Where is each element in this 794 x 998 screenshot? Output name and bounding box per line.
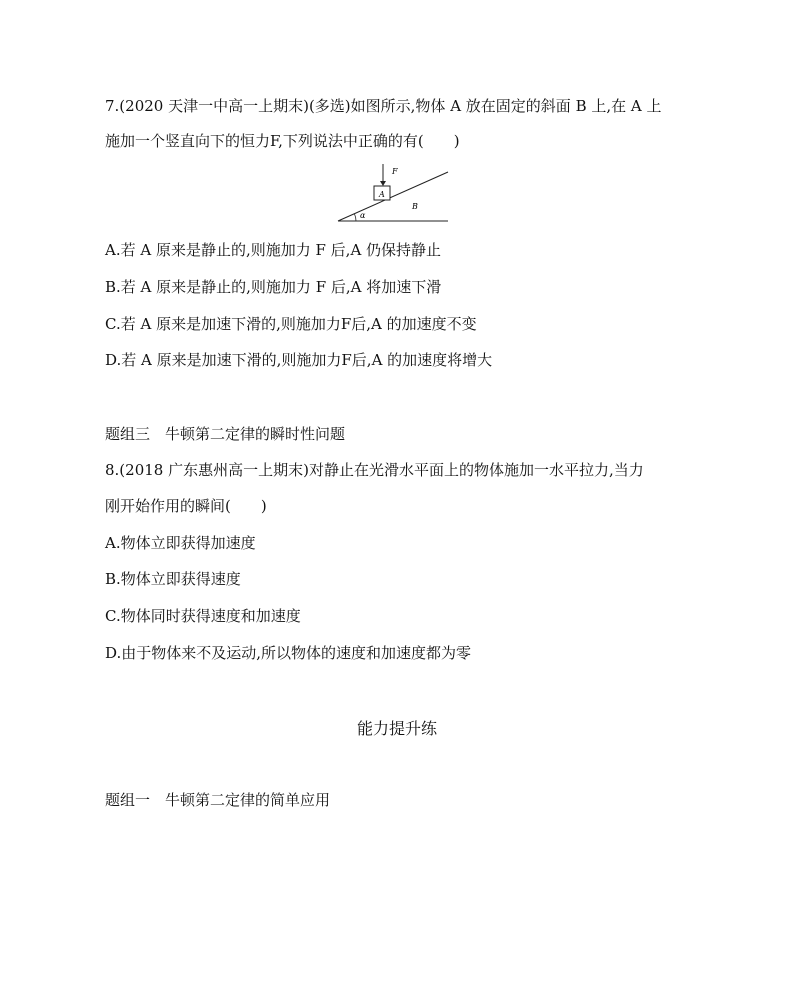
section-title: 能力提升练	[356, 719, 437, 738]
block-label: A	[379, 190, 385, 199]
q7-option-c: C.若 A 原来是加速下滑的,则施加力F后,A 的加速度不变	[105, 315, 477, 333]
q8-option-b: B.物体立即获得速度	[105, 570, 241, 588]
slope-label: B	[412, 202, 418, 211]
force-label: F	[392, 167, 398, 176]
incline-figure	[336, 160, 452, 224]
q7-option-d: D.若 A 原来是加速下滑的,则施加力F后,A 的加速度将增大	[105, 351, 493, 369]
incline-line	[338, 172, 448, 221]
q7-option-b: B.若 A 原来是静止的,则施加力 F 后,A 将加速下滑	[105, 278, 442, 296]
q8-stem-line1: 8.(2018 广东惠州高一上期末)对静止在光滑水平面上的物体施加一水平拉力,当力	[105, 461, 644, 479]
group3-title: 题组三 牛顿第二定律的瞬时性问题	[105, 425, 346, 443]
q8-option-a: A.物体立即获得加速度	[105, 534, 256, 552]
angle-label: α	[360, 211, 366, 220]
q7-stem-line2: 施加一个竖直向下的恒力F,下列说法中正确的有( )	[105, 132, 460, 150]
q8-option-d: D.由于物体来不及运动,所以物体的速度和加速度都为零	[105, 644, 472, 662]
q7-option-a: A.若 A 原来是静止的,则施加力 F 后,A 仍保持静止	[105, 241, 442, 259]
q8-option-c: C.物体同时获得速度和加速度	[105, 607, 301, 625]
q7-stem-line1: 7.(2020 天津一中高一上期末)(多选)如图所示,物体 A 放在固定的斜面 B 上,在 A 上	[105, 97, 662, 115]
force-arrowhead	[380, 181, 386, 186]
angle-arc	[355, 214, 357, 221]
group1-title: 题组一 牛顿第二定律的简单应用	[105, 791, 331, 809]
q8-stem-line2: 刚开始作用的瞬间( )	[105, 497, 267, 515]
